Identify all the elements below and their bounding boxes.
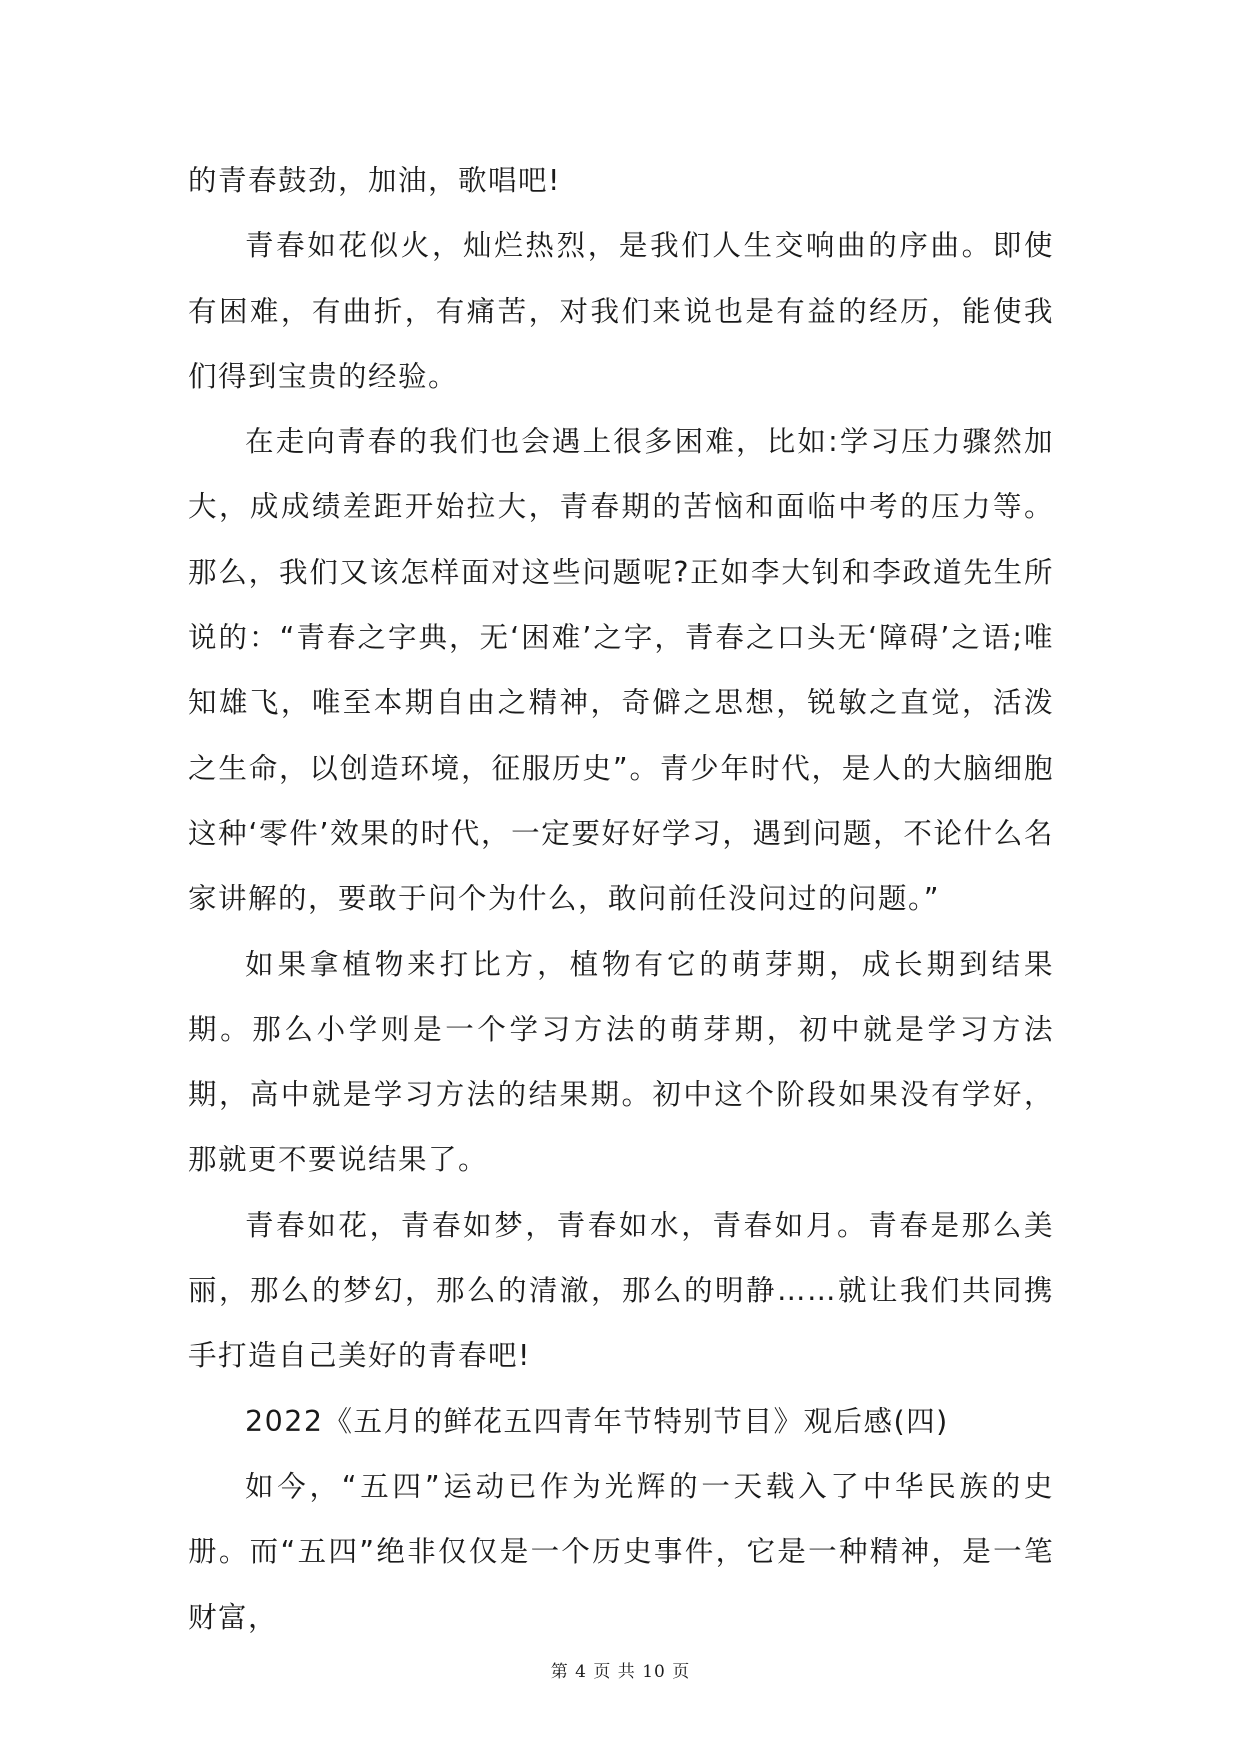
section-heading: 2022《五月的鲜花五四青年节特别节目》观后感(四) [245,1404,949,1438]
paragraph-5: 青春如花，青春如梦，青春如水，青春如月。青春是那么美丽，那么的梦幻，那么的清澈，那么的明静……就让我们共同携手打造自己美好的青春吧! [188,1208,1054,1373]
paragraph-2: 青春如花似火，灿烂热烈，是我们人生交响曲的序曲。即使有困难，有曲折，有痛苦，对我们来说也是有益的经历，能使我们得到宝贵的经验。 [188,229,1054,393]
paragraph-4: 如果拿植物来打比方，植物有它的萌芽期，成长期到结果期。那么小学则是一个学习方法的萌芽期，初中就是学习方法期，高中就是学习方法的结果期。初中这个阶段如果没有学好，那就更不要说结果了。 [188,947,1054,1177]
paragraph-6: 如今，“五四”运动已作为光辉的一天载入了中华民族的史册。而“五四”绝非仅仅是一个历史事件，它是一种精神，是一笔财富， [188,1469,1054,1634]
paragraph-3: 在走向青春的我们也会遇上很多困难，比如:学习压力骤然加大，成成绩差距开始拉大，青春期的苦恼和面临中考的压力等。那么，我们又该怎样面对这些问题呢?正如李大钊和李政道先生所说的：“青春之字典，无‘困难’之字，青春之口头无‘障碍’之语;唯知雄飞，唯至本期自由之精神，奇僻之思想，锐敏之直觉，活泼之生命，以创造环境，征服历史”。青少年时代，是人的大脑细胞这种‘零件’效果的时代，一定要好好学习，遇到问题，不论什么名家讲解的，要敢于问个为什么，敢问前任没问过的问题。” [188,425,1054,916]
paragraph-1: 的青春鼓劲，加油，歌唱吧! [188,164,561,197]
page-footer: 第 4 页 共 10 页 [550,1662,691,1682]
document-body [188,148,1054,1650]
